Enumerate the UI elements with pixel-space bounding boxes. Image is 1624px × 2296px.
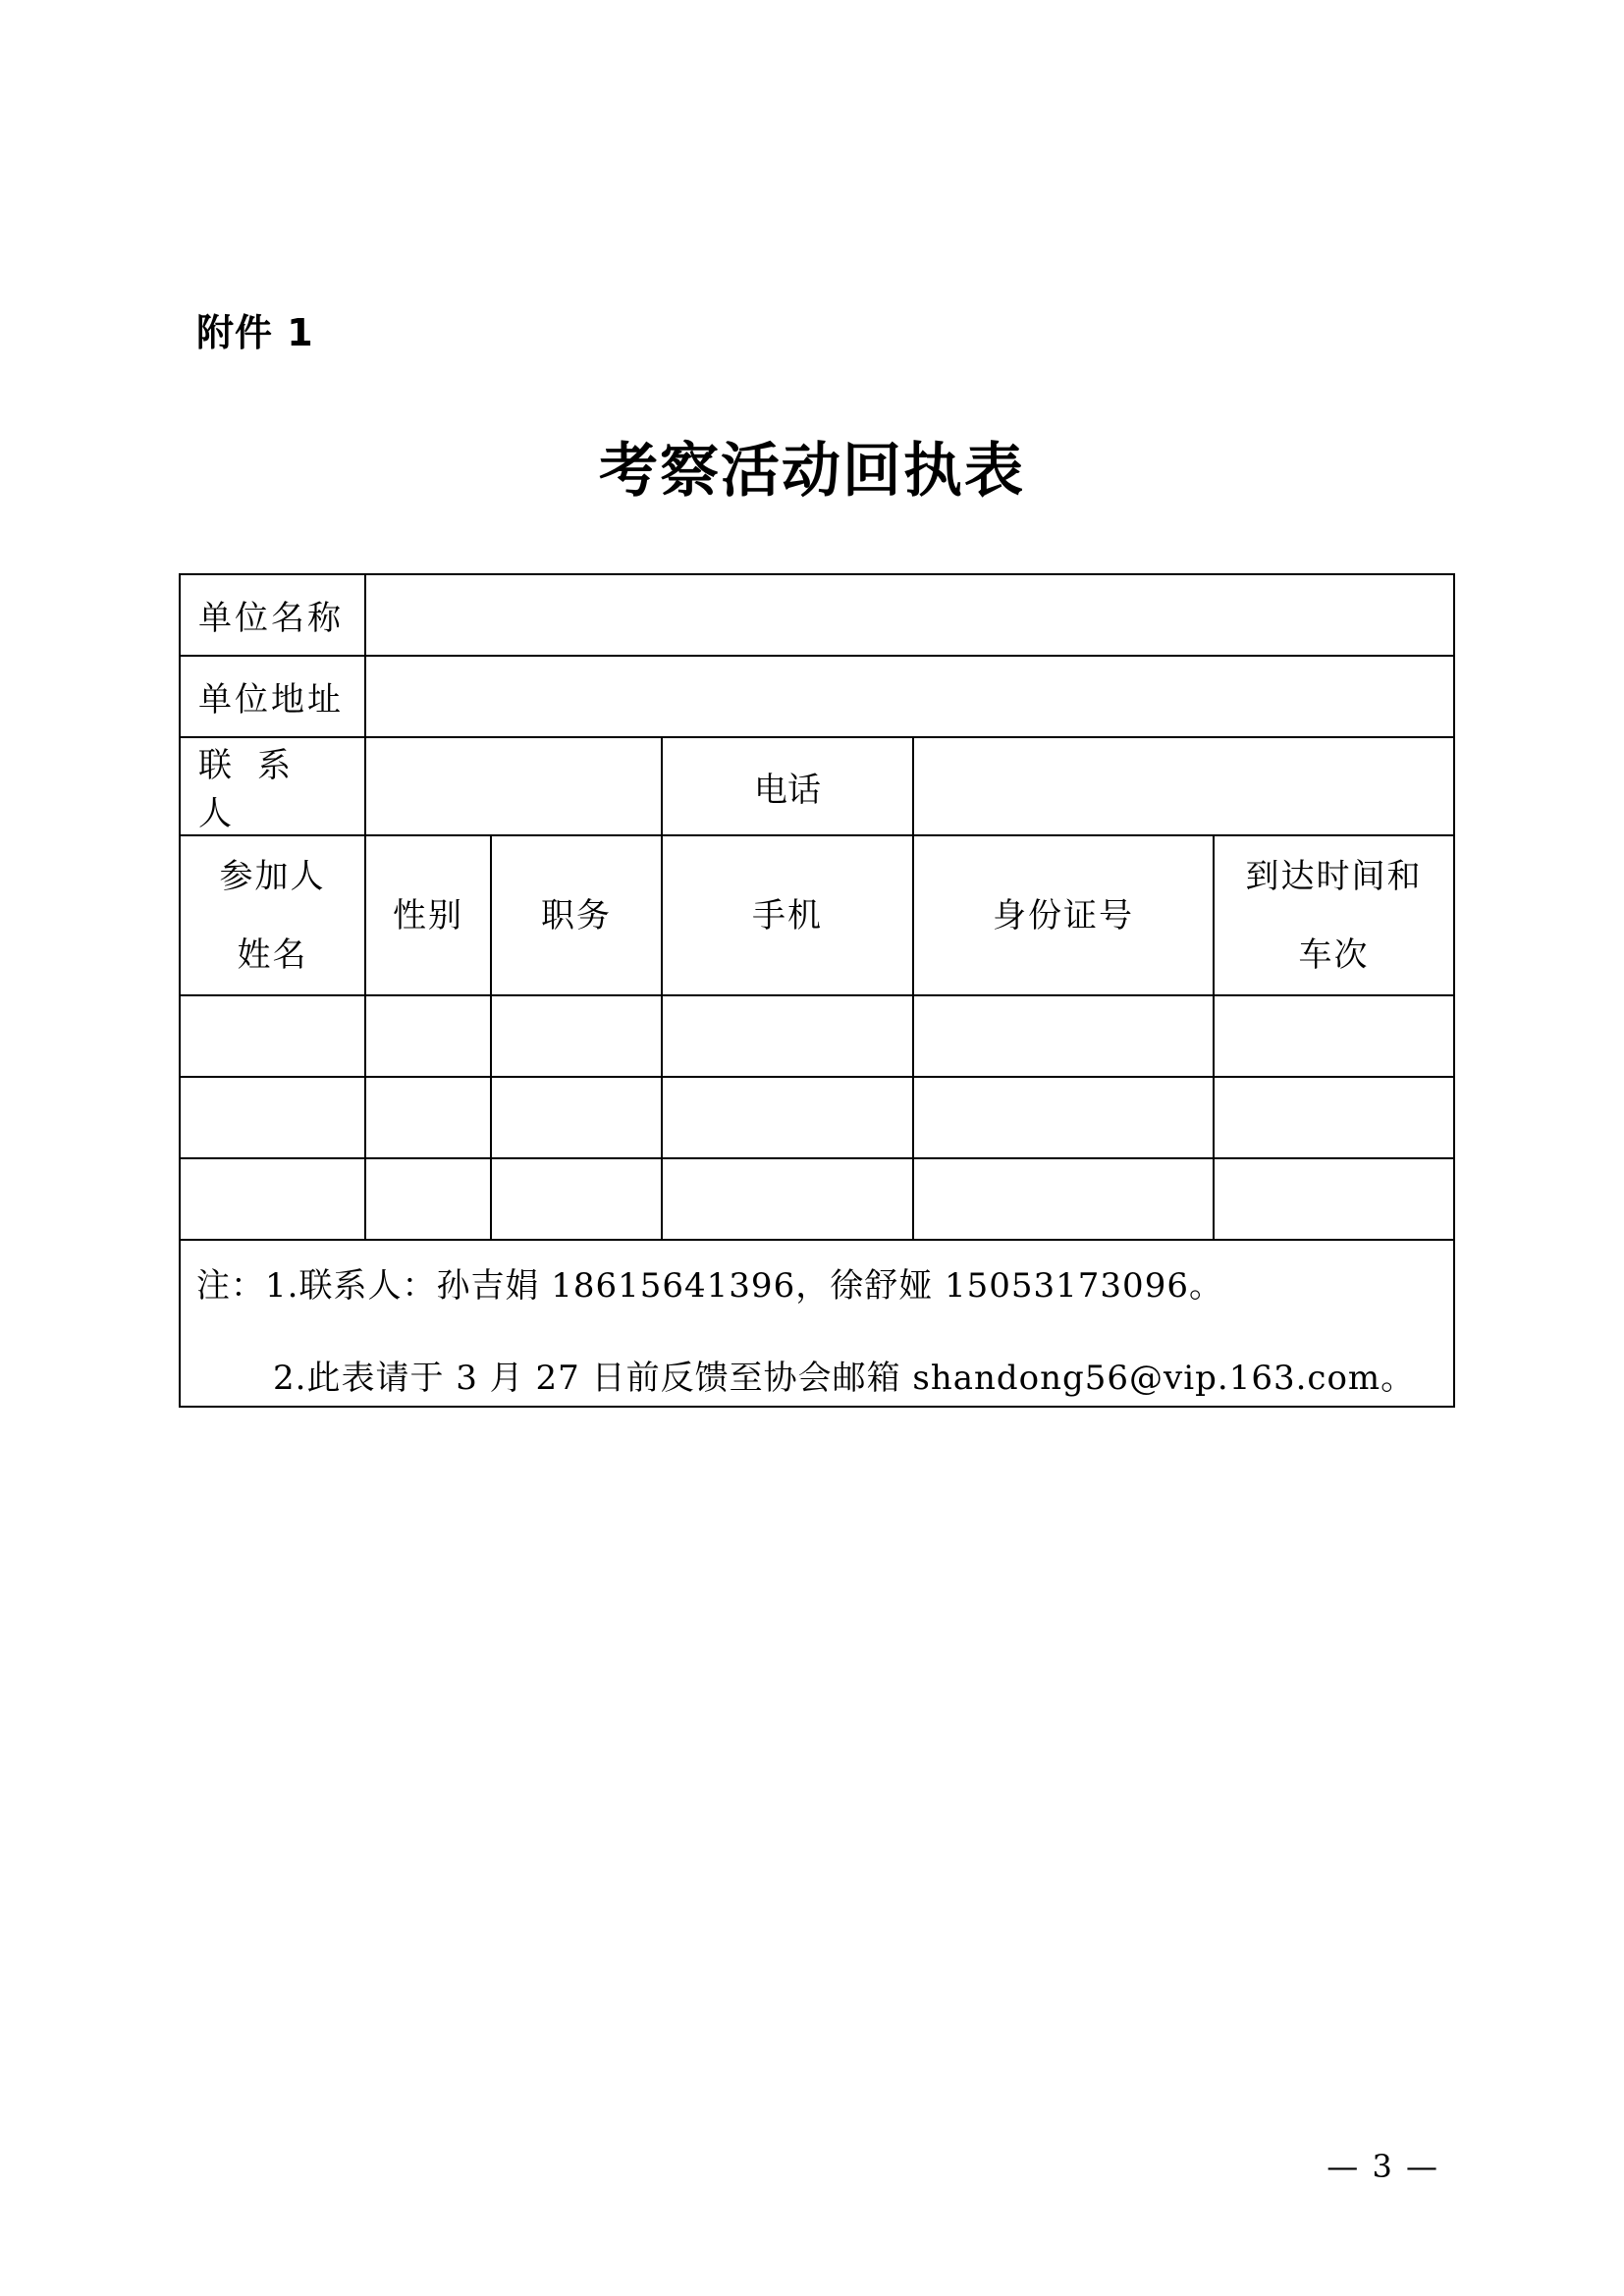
notes-cell (180, 1240, 1454, 1407)
gender-cell[interactable] (365, 995, 491, 1077)
arrival-cell[interactable] (1214, 1077, 1454, 1158)
gender-cell[interactable] (365, 1077, 491, 1158)
unit-address-field[interactable] (365, 656, 1454, 737)
note-deadline-line: 2.此表请于 3 月 27 日前反馈至协会邮箱 shandong56@vip.163.com。 (273, 1359, 1416, 1398)
arrival-header-line2: 车次 (1298, 934, 1370, 975)
gender-cell[interactable] (365, 1158, 491, 1240)
arrival-header-line1: 到达时间和 (1245, 856, 1423, 896)
mobile-cell[interactable] (662, 995, 913, 1077)
notes-row (180, 1240, 1454, 1407)
id-number-cell[interactable] (913, 1077, 1214, 1158)
contact-label: 联系人 (180, 737, 365, 835)
unit-name-label: 单位名称 (180, 574, 365, 656)
participant-name-cell[interactable] (180, 1158, 365, 1240)
mobile-cell[interactable] (662, 1158, 913, 1240)
arrival-cell[interactable] (1214, 1158, 1454, 1240)
participant-row (180, 1077, 1454, 1158)
position-header: 职务 (491, 835, 662, 995)
unit-name-field[interactable] (365, 574, 1454, 656)
position-cell[interactable] (491, 1158, 662, 1240)
unit-address-label: 单位地址 (180, 656, 365, 737)
participant-row (180, 995, 1454, 1077)
id-number-cell[interactable] (913, 1158, 1214, 1240)
phone-label: 电话 (662, 737, 913, 835)
mobile-header: 手机 (662, 835, 913, 995)
mobile-cell[interactable] (662, 1077, 913, 1158)
position-cell[interactable] (491, 995, 662, 1077)
gender-header: 性别 (365, 835, 491, 995)
id-number-cell[interactable] (913, 995, 1214, 1077)
unit-name-row (180, 574, 1454, 656)
participant-name-header-line1: 参加人 (219, 856, 326, 896)
phone-field[interactable] (913, 737, 1454, 835)
arrival-cell[interactable] (1214, 995, 1454, 1077)
receipt-form-table (179, 573, 1455, 1408)
contact-field[interactable] (365, 737, 662, 835)
contact-row (180, 737, 1454, 835)
note-contact-line: 注：1.联系人：孙吉娟 18615641396，徐舒娅 15053173096。 (196, 1266, 1223, 1306)
arrival-header (1214, 835, 1454, 995)
position-cell[interactable] (491, 1077, 662, 1158)
page-number: — 3 — (1326, 2148, 1439, 2185)
participant-name-cell[interactable] (180, 995, 365, 1077)
participant-name-header-line2: 姓名 (237, 934, 308, 975)
id-number-header: 身份证号 (913, 835, 1214, 995)
document-title: 考察活动回执表 (599, 437, 1025, 506)
attachment-label: 附件 1 (196, 311, 314, 354)
participant-name-header (180, 835, 365, 995)
unit-address-row (180, 656, 1454, 737)
participant-name-cell[interactable] (180, 1077, 365, 1158)
participant-row (180, 1158, 1454, 1240)
participants-header-row (180, 835, 1454, 995)
